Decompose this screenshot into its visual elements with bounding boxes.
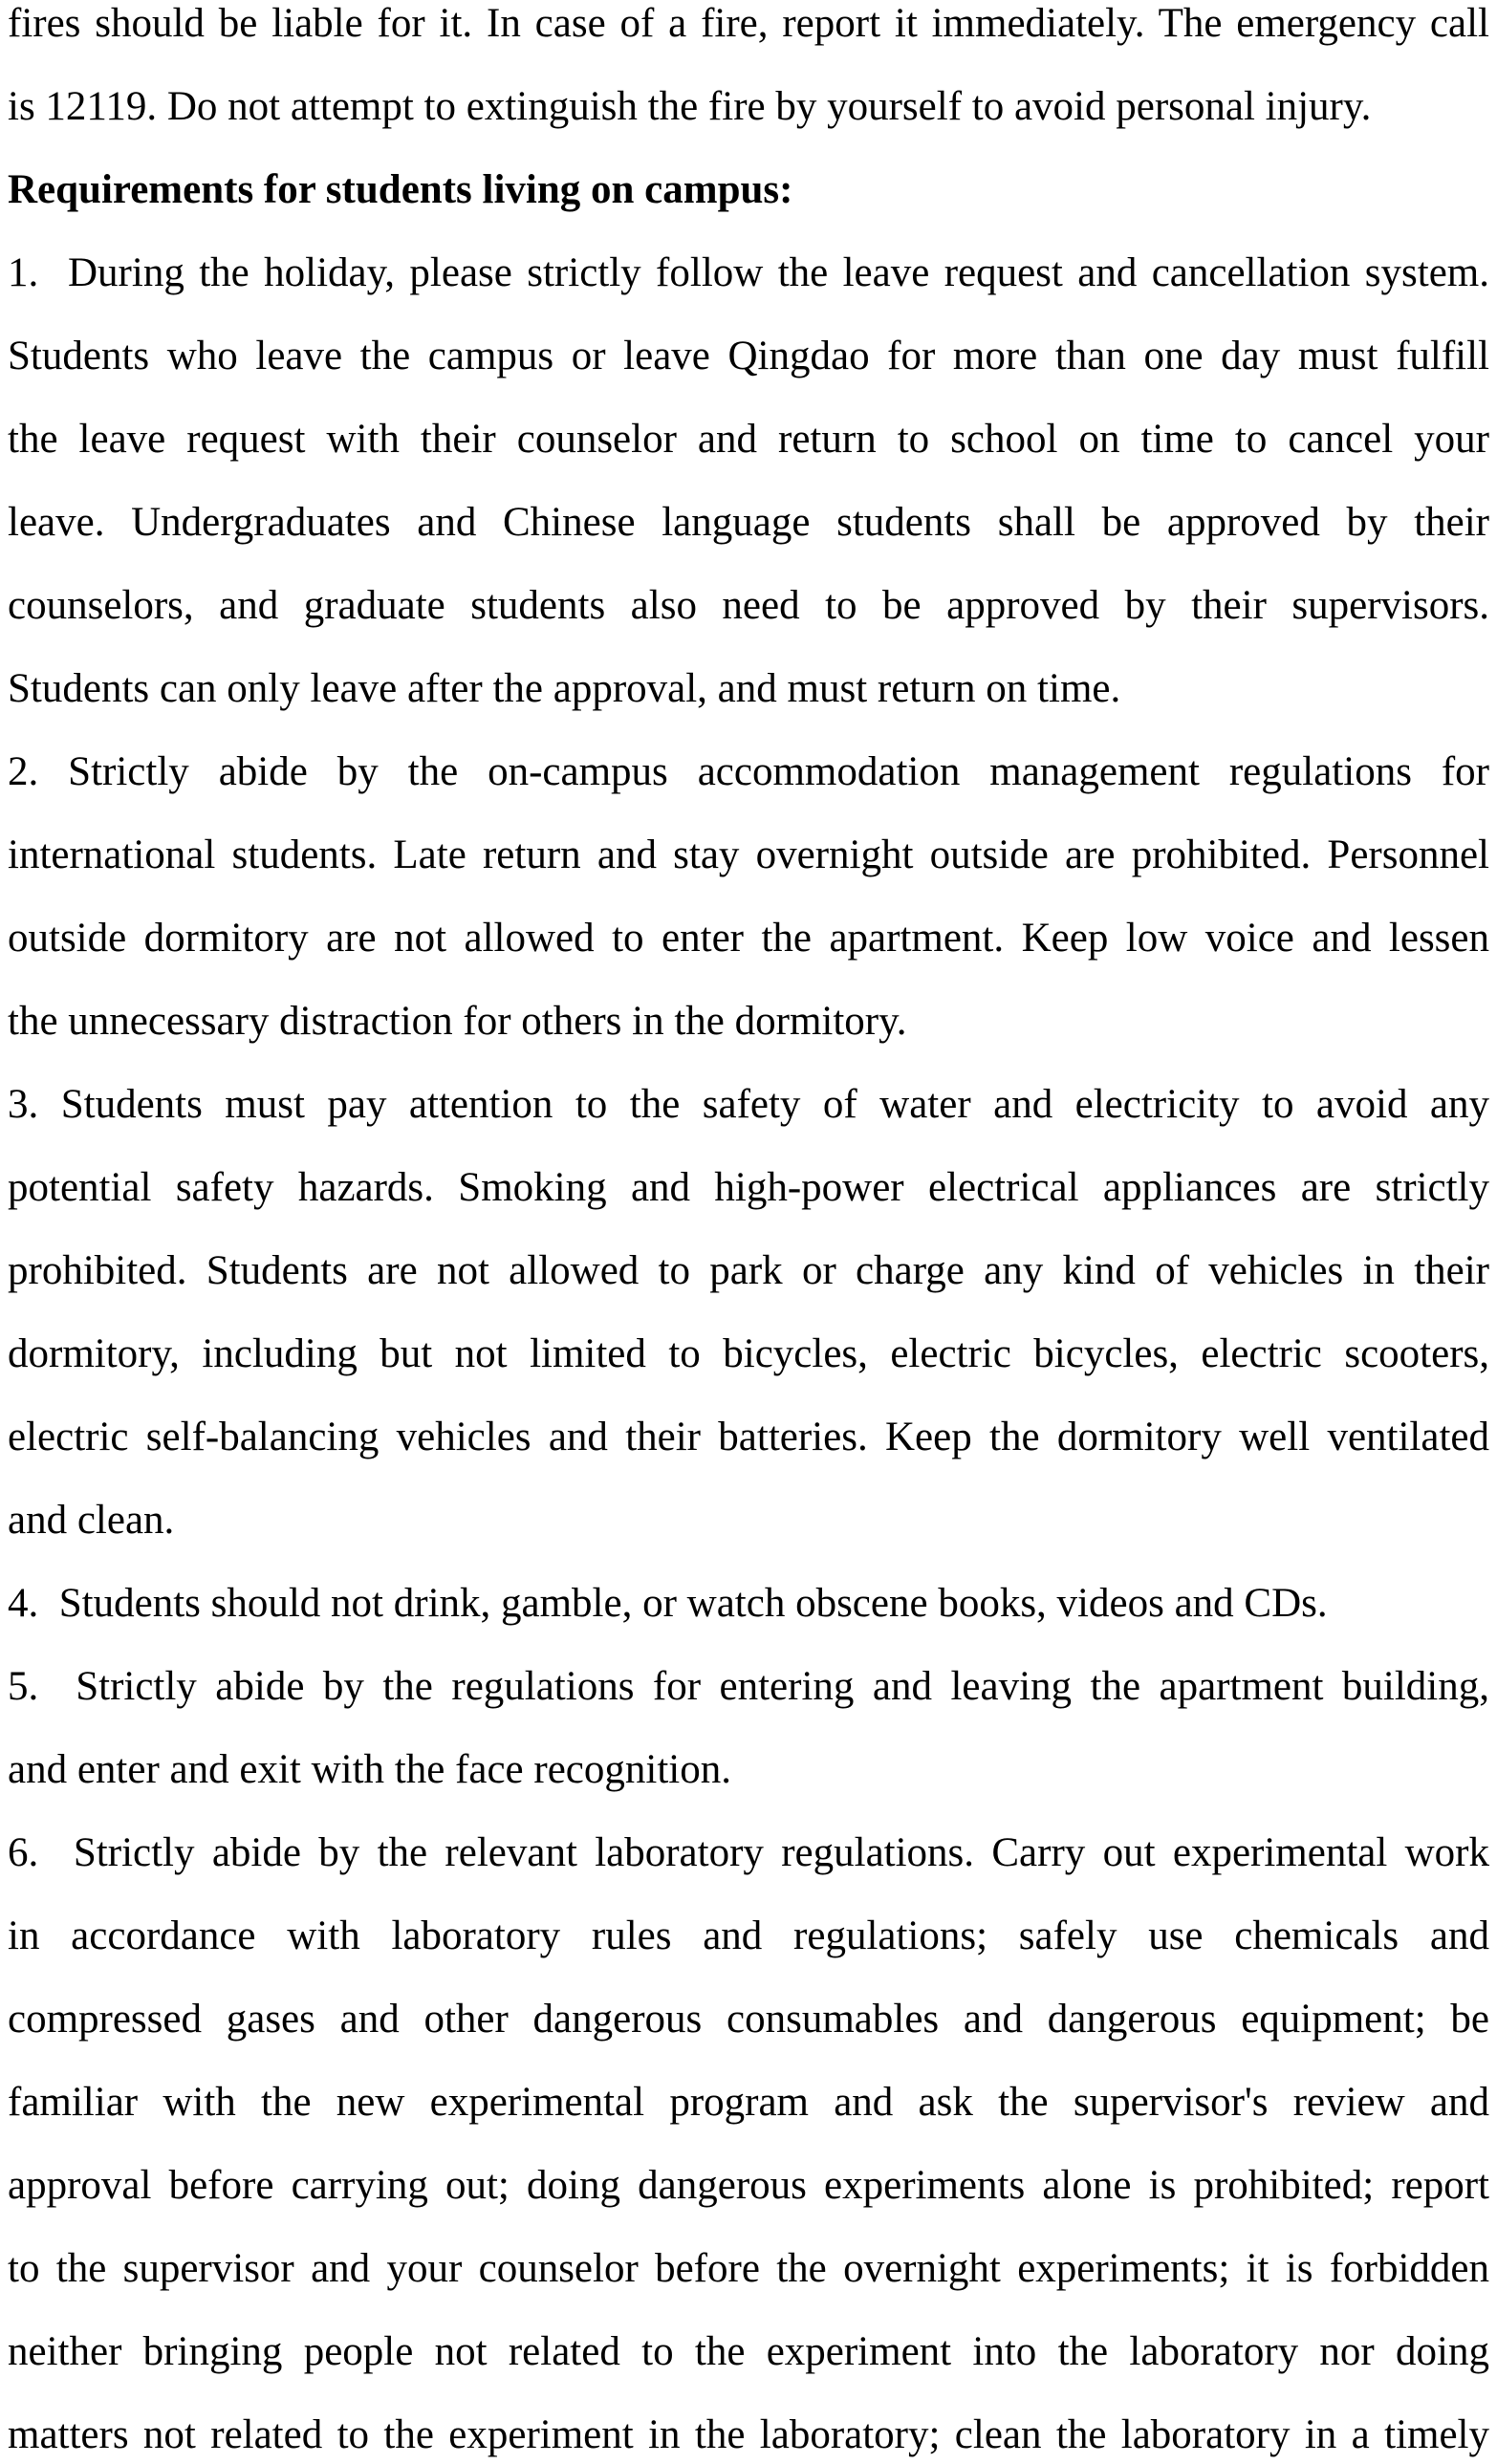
text-line: matters not related to the experiment in the laboratory; clean the laboratory in a timely bbox=[8, 2412, 1489, 2457]
text-line: prohibited. Students are not allowed to park or charge any kind of vehicles in their bbox=[8, 1248, 1489, 1293]
section-heading: Requirements for students living on campus: bbox=[8, 167, 793, 212]
text-line: 1. During the holiday, please strictly follow the leave request and cancellation system. bbox=[8, 250, 1489, 295]
text-line: 4. Students should not drink, gamble, or watch obscene books, videos and CDs. bbox=[8, 1581, 1328, 1626]
text-line: electric self-balancing vehicles and their batteries. Keep the dormitory well ventilated bbox=[8, 1415, 1489, 1459]
text-line: the unnecessary distraction for others in the dormitory. bbox=[8, 999, 907, 1044]
text-line: potential safety hazards. Smoking and high-power electrical appliances are strictly bbox=[8, 1165, 1489, 1210]
document-text-block bbox=[8, 0, 1489, 2464]
text-line: Students can only leave after the approval, and must return on time. bbox=[8, 666, 1121, 711]
text-line: 2. Strictly abide by the on-campus accommodation management regulations for bbox=[8, 749, 1489, 794]
text-line: neither bringing people not related to the experiment into the laboratory nor doing bbox=[8, 2329, 1489, 2374]
text-line: to the supervisor and your counselor before the overnight experiments; it is forbidden bbox=[8, 2246, 1489, 2291]
text-line: and clean. bbox=[8, 1498, 175, 1543]
text-line: the leave request with their counselor and return to school on time to cancel your bbox=[8, 417, 1489, 462]
text-line: dormitory, including but not limited to bicycles, electric bicycles, electric scooters, bbox=[8, 1331, 1489, 1376]
text-line: compressed gases and other dangerous consumables and dangerous equipment; be bbox=[8, 1997, 1489, 2042]
text-line: familiar with the new experimental program and ask the supervisor's review and bbox=[8, 2080, 1489, 2125]
text-line: fires should be liable for it. In case of a fire, report it immediately. The emergency call bbox=[8, 1, 1489, 46]
text-line: international students. Late return and stay overnight outside are prohibited. Personnel bbox=[8, 832, 1489, 877]
text-line: in accordance with laboratory rules and regulations; safely use chemicals and bbox=[8, 1913, 1489, 1958]
text-line: and enter and exit with the face recognition. bbox=[8, 1747, 731, 1792]
text-line: is 12119. Do not attempt to extinguish the fire by yourself to avoid personal injury. bbox=[8, 84, 1372, 129]
text-line: Students who leave the campus or leave Qingdao for more than one day must fulfill bbox=[8, 334, 1489, 378]
text-line: approval before carrying out; doing dangerous experiments alone is prohibited; report bbox=[8, 2163, 1489, 2208]
text-line: counselors, and graduate students also need to be approved by their supervisors. bbox=[8, 583, 1489, 628]
text-line: 3. Students must pay attention to the safety of water and electricity to avoid any bbox=[8, 1082, 1489, 1127]
text-line: 5. Strictly abide by the regulations for entering and leaving the apartment building, bbox=[8, 1664, 1489, 1709]
text-line: 6. Strictly abide by the relevant laboratory regulations. Carry out experimental work bbox=[8, 1830, 1489, 1875]
text-line: outside dormitory are not allowed to enter the apartment. Keep low voice and lessen bbox=[8, 916, 1489, 961]
text-line: leave. Undergraduates and Chinese language students shall be approved by their bbox=[8, 500, 1489, 545]
